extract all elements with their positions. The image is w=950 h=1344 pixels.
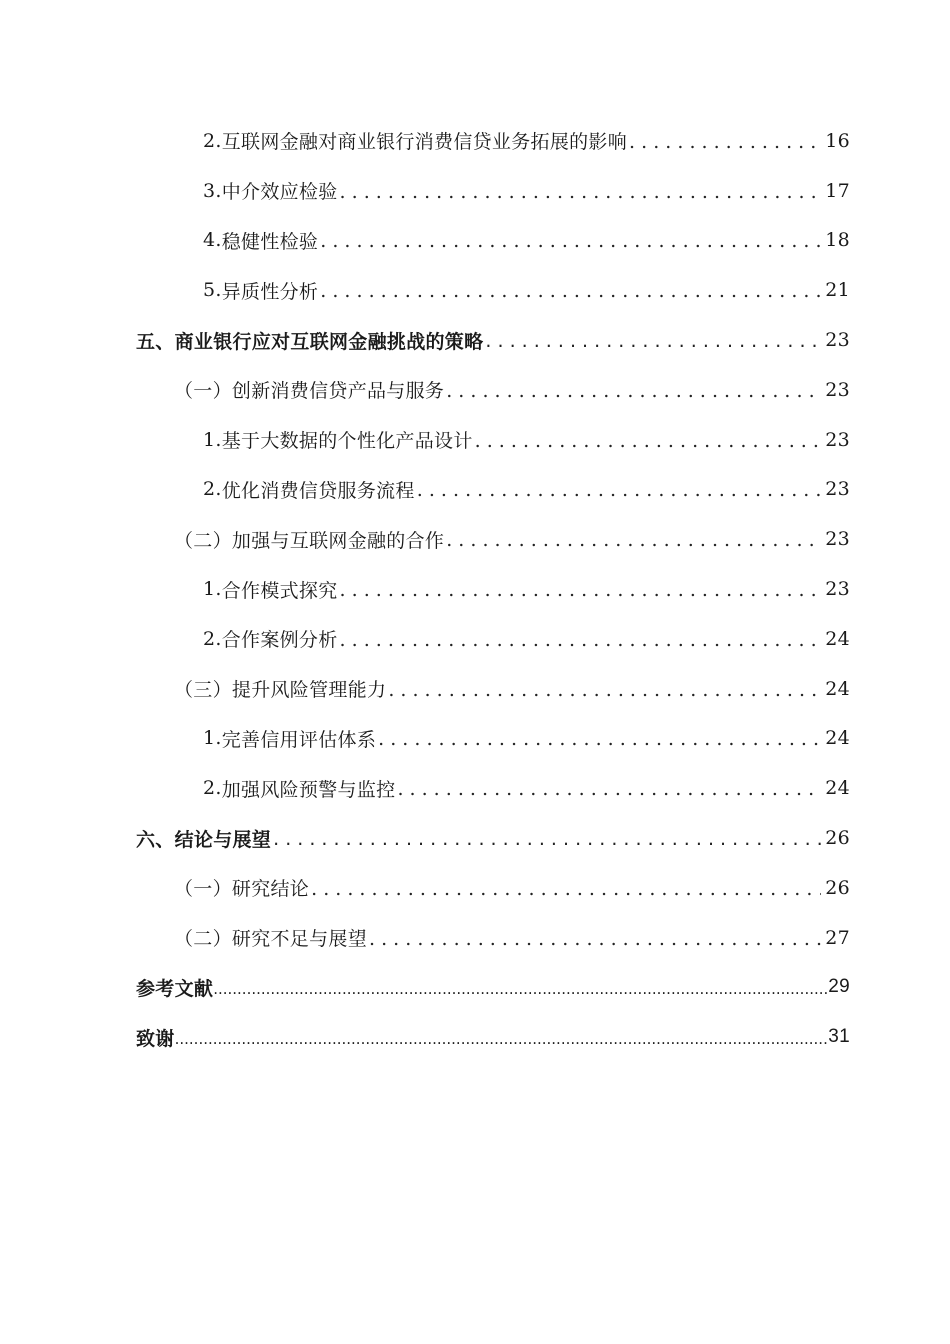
toc-entry-title: 中介效应检验 [221,181,338,204]
toc-chapter-entry[interactable] [0,813,950,863]
toc-entry-number: 3. [203,179,222,202]
toc-page-number: 27 [825,926,850,949]
toc-entry-title: 基于大数据的个性化产品设计 [221,430,473,453]
toc-dot-leader [340,579,822,601]
toc-dot-leader [485,330,821,352]
toc-dot-leader [273,828,821,850]
toc-page-number: 23 [825,578,850,601]
toc-entry-title: （二）研究不足与展望 [174,928,368,951]
toc-entry-number: 2. [203,627,222,650]
toc-entry[interactable] [0,216,950,266]
table-of-contents [0,116,950,1062]
toc-entry[interactable] [0,265,950,315]
toc-entry-title: 异质性分析 [221,280,319,303]
toc-page-number: 24 [825,777,850,800]
toc-page-number: 24 [825,677,850,700]
toc-references-entry[interactable] [0,963,950,1013]
toc-dot-leader [311,878,821,900]
toc-entry-title: 六、结论与展望 [136,828,272,851]
toc-dot-leader [320,280,821,302]
toc-entry-title: 五、商业银行应对互联网金融挑战的策略 [136,330,484,353]
toc-dot-leader [475,430,822,452]
toc-entry-title: （二）加强与互联网金融的合作 [174,529,445,552]
toc-dot-leader [340,629,822,651]
toc-entry[interactable] [0,614,950,664]
toc-entry-title: （一）创新消费信贷产品与服务 [174,380,445,403]
toc-section-entry[interactable] [0,514,950,564]
toc-entry[interactable] [0,166,950,216]
toc-entry-number: 2. [203,129,222,152]
toc-entry-title: 合作模式探究 [221,579,338,602]
toc-page-number: 31 [828,1026,850,1048]
toc-entry-title: 致谢 [136,1027,175,1050]
toc-entry-number: 2. [203,777,222,800]
toc-page-number: 24 [825,727,850,750]
toc-entry-title: 参考文献 [136,977,214,1000]
toc-entry-title: （一）研究结论 [174,878,310,901]
toc-page-number: 23 [825,528,850,551]
toc-section-entry[interactable] [0,365,950,415]
toc-dot-leader [320,230,821,252]
toc-entry[interactable] [0,116,950,166]
toc-entry-number: 4. [203,229,222,252]
toc-dot-leader [378,728,821,750]
toc-entry-title: 互联网金融对商业银行消费信贷业务拓展的影响 [221,131,628,154]
toc-page-number: 26 [825,827,850,850]
toc-entry-title: 合作案例分析 [221,629,338,652]
toc-dot-leader [417,479,821,501]
toc-entry[interactable] [0,564,950,614]
toc-entry-number: 1. [203,727,222,750]
toc-page-number: 23 [825,378,850,401]
toc-dot-leader [340,181,822,203]
toc-entry-number: 5. [203,279,222,302]
toc-entry-title: 稳健性检验 [221,230,319,253]
toc-entry[interactable] [0,465,950,515]
toc-entry-number: 1. [203,428,222,451]
toc-acknowledgements-entry[interactable] [0,1012,950,1062]
toc-dot-leader [446,380,821,402]
toc-section-entry[interactable] [0,664,950,714]
toc-entry[interactable] [0,714,950,764]
toc-entry-number: 2. [203,478,222,501]
toc-dot-leader [388,679,821,701]
toc-dot-leader [397,778,821,800]
toc-section-entry[interactable] [0,863,950,913]
toc-chapter-entry[interactable] [0,315,950,365]
toc-entry-number: 1. [203,578,222,601]
toc-dot-leader [446,529,821,551]
toc-dot-leader [369,928,821,950]
toc-entry-title: 优化消费信贷服务流程 [221,479,415,502]
toc-entry-title: 加强风险预警与监控 [221,778,396,801]
toc-entry[interactable] [0,415,950,465]
toc-entry-title: （三）提升风险管理能力 [174,679,387,702]
toc-entry[interactable] [0,763,950,813]
toc-page-number: 17 [825,179,850,202]
toc-page-number: 26 [825,876,850,899]
toc-page-number: 16 [825,129,850,152]
toc-dot-leader [175,1027,828,1049]
toc-entry-title: 完善信用评估体系 [221,728,377,751]
toc-page-number: 21 [825,279,850,302]
toc-page-number: 18 [825,229,850,252]
toc-page-number: 29 [828,976,850,998]
toc-page-number: 23 [825,329,850,352]
toc-page-number: 23 [825,478,850,501]
toc-section-entry[interactable] [0,913,950,963]
toc-page-number: 23 [825,428,850,451]
toc-page-number: 24 [825,627,850,650]
toc-dot-leader [629,131,821,153]
toc-dot-leader [213,977,827,999]
